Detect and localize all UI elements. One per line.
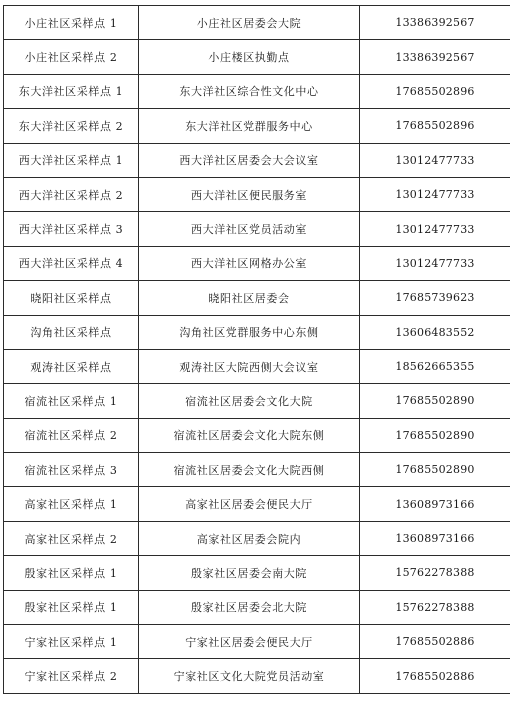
table-body <box>4 6 510 694</box>
table-row <box>4 453 510 487</box>
site-name-cell: 晓阳社区采样点 <box>4 281 139 315</box>
site-name-cell: 东大洋社区采样点 2 <box>4 109 139 143</box>
contact-phone-cell: 17685502890 <box>360 384 510 418</box>
site-name-cell: 观涛社区采样点 <box>4 349 139 383</box>
site-location-cell: 宿流社区居委会文化大院 <box>139 384 360 418</box>
site-name-cell: 西大洋社区采样点 4 <box>4 246 139 280</box>
site-name-cell: 西大洋社区采样点 3 <box>4 212 139 246</box>
table-row <box>4 143 510 177</box>
contact-phone-cell: 13386392567 <box>360 40 510 74</box>
site-name-cell: 殷家社区采样点 1 <box>4 556 139 590</box>
site-location-cell: 小庄社区居委会大院 <box>139 6 360 40</box>
site-name-cell: 高家社区采样点 1 <box>4 487 139 521</box>
table-row <box>4 590 510 624</box>
site-location-cell: 宁家社区文化大院党员活动室 <box>139 659 360 693</box>
table-row <box>4 109 510 143</box>
site-location-cell: 宿流社区居委会文化大院东侧 <box>139 418 360 452</box>
site-location-cell: 西大洋社区网格办公室 <box>139 246 360 280</box>
site-name-cell: 宿流社区采样点 1 <box>4 384 139 418</box>
table-row <box>4 659 510 693</box>
site-location-cell: 小庄楼区执勤点 <box>139 40 360 74</box>
site-name-cell: 小庄社区采样点 1 <box>4 6 139 40</box>
contact-phone-cell: 13012477733 <box>360 212 510 246</box>
contact-phone-cell: 18562665355 <box>360 349 510 383</box>
site-location-cell: 殷家社区居委会北大院 <box>139 590 360 624</box>
contact-phone-cell: 13386392567 <box>360 6 510 40</box>
sampling-sites-table <box>3 5 510 694</box>
table-row <box>4 349 510 383</box>
table-row <box>4 212 510 246</box>
contact-phone-cell: 17685739623 <box>360 281 510 315</box>
site-location-cell: 宁家社区居委会便民大厅 <box>139 625 360 659</box>
contact-phone-cell: 17685502886 <box>360 659 510 693</box>
contact-phone-cell: 13012477733 <box>360 177 510 211</box>
table-row <box>4 74 510 108</box>
site-location-cell: 宿流社区居委会文化大院西侧 <box>139 453 360 487</box>
site-name-cell: 宿流社区采样点 2 <box>4 418 139 452</box>
site-name-cell: 宁家社区采样点 2 <box>4 659 139 693</box>
contact-phone-cell: 17685502890 <box>360 418 510 452</box>
contact-phone-cell: 17685502896 <box>360 109 510 143</box>
contact-phone-cell: 13608973166 <box>360 487 510 521</box>
site-location-cell: 沟角社区党群服务中心东侧 <box>139 315 360 349</box>
table-row <box>4 315 510 349</box>
contact-phone-cell: 17685502886 <box>360 625 510 659</box>
site-location-cell: 西大洋社区便民服务室 <box>139 177 360 211</box>
site-name-cell: 高家社区采样点 2 <box>4 521 139 555</box>
table-row <box>4 487 510 521</box>
table-row <box>4 6 510 40</box>
contact-phone-cell: 13606483552 <box>360 315 510 349</box>
site-name-cell: 小庄社区采样点 2 <box>4 40 139 74</box>
contact-phone-cell: 15762278388 <box>360 590 510 624</box>
site-location-cell: 观涛社区大院西侧大会议室 <box>139 349 360 383</box>
site-name-cell: 沟角社区采样点 <box>4 315 139 349</box>
table-row <box>4 384 510 418</box>
contact-phone-cell: 13012477733 <box>360 143 510 177</box>
site-location-cell: 高家社区居委会便民大厅 <box>139 487 360 521</box>
site-name-cell: 西大洋社区采样点 1 <box>4 143 139 177</box>
site-name-cell: 西大洋社区采样点 2 <box>4 177 139 211</box>
site-location-cell: 高家社区居委会院内 <box>139 521 360 555</box>
contact-phone-cell: 13608973166 <box>360 521 510 555</box>
table-row <box>4 246 510 280</box>
contact-phone-cell: 13012477733 <box>360 246 510 280</box>
contact-phone-cell: 17685502896 <box>360 74 510 108</box>
site-location-cell: 东大洋社区党群服务中心 <box>139 109 360 143</box>
site-name-cell: 宁家社区采样点 1 <box>4 625 139 659</box>
site-location-cell: 东大洋社区综合性文化中心 <box>139 74 360 108</box>
site-name-cell: 殷家社区采样点 1 <box>4 590 139 624</box>
table-row <box>4 281 510 315</box>
table-row <box>4 625 510 659</box>
table-row <box>4 556 510 590</box>
contact-phone-cell: 15762278388 <box>360 556 510 590</box>
site-name-cell: 东大洋社区采样点 1 <box>4 74 139 108</box>
site-location-cell: 西大洋社区党员活动室 <box>139 212 360 246</box>
table-row <box>4 418 510 452</box>
contact-phone-cell: 17685502890 <box>360 453 510 487</box>
site-location-cell: 西大洋社区居委会大会议室 <box>139 143 360 177</box>
site-location-cell: 殷家社区居委会南大院 <box>139 556 360 590</box>
table-row <box>4 177 510 211</box>
site-location-cell: 晓阳社区居委会 <box>139 281 360 315</box>
table-row <box>4 521 510 555</box>
site-name-cell: 宿流社区采样点 3 <box>4 453 139 487</box>
table-row <box>4 40 510 74</box>
